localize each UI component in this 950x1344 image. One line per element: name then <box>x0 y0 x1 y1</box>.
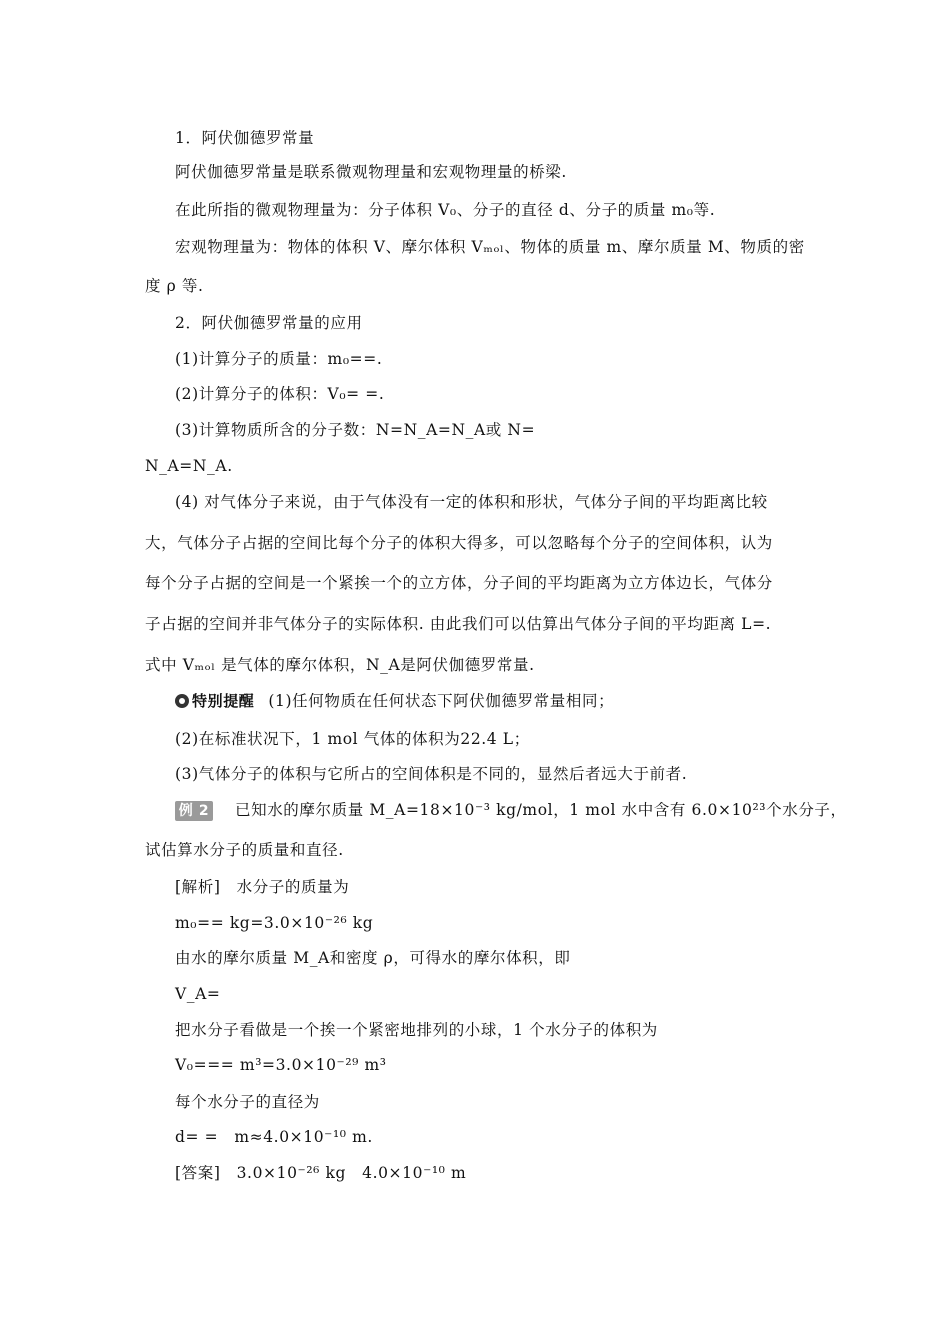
paragraph: 度 ρ 等. <box>145 277 204 295</box>
solution-line: V₀=== m³=3.0×10⁻²⁹ m³ <box>175 1056 387 1074</box>
example-question <box>175 799 847 821</box>
list-item: N_A=N_A. <box>145 457 233 475</box>
section2-heading: 2．阿伏伽德罗常量的应用 <box>175 314 363 332</box>
list-item: (2)计算分子的体积：V₀= =. <box>175 385 385 403</box>
paragraph-line: 每个分子占据的空间是一个紧挨一个的立方体，分子间的平均距离为立方体边长，气体分 <box>145 574 773 592</box>
tip-line: (2)在标准状况下，1 mol 气体的体积为22.4 L； <box>175 730 530 748</box>
paragraph-line: (4) 对气体分子来说，由于气体没有一定的体积和形状，气体分子间的平均距离比较 <box>175 493 768 511</box>
list-item: (3)计算物质所含的分子数：N=N_A=N_A或 N= <box>175 421 536 439</box>
tip-line: (1)任何物质在任何状态下阿伏伽德罗常量相同； <box>268 692 615 710</box>
solution-line: 由水的摩尔质量 M_A和密度 ρ，可得水的摩尔体积，即 <box>175 949 571 967</box>
solution-line: 把水分子看做是一个挨一个紧密地排列的小球，1 个水分子的体积为 <box>175 1021 658 1039</box>
section1-heading: 1．阿伏伽德罗常量 <box>175 129 315 147</box>
paragraph: 阿伏伽德罗常量是联系微观物理量和宏观物理量的桥梁. <box>175 163 567 181</box>
solution-line: 每个水分子的直径为 <box>175 1093 320 1111</box>
example-badge: 例 2 <box>175 801 213 821</box>
paragraph-line: 式中 Vₘₒₗ 是气体的摩尔体积，N_A是阿伏伽德罗常量. <box>145 656 535 674</box>
paragraph: 在此所指的微观物理量为：分子体积 V₀、分子的直径 d、分子的质量 m₀等. <box>175 201 716 219</box>
tip-label: 特别提醒 <box>192 692 255 710</box>
list-item: (1)计算分子的质量：m₀==. <box>175 350 383 368</box>
solution-line: [解析] 水分子的质量为 <box>175 878 350 896</box>
solution-line: V_A= <box>175 985 221 1003</box>
tip-line: (3)气体分子的体积与它所占的空间体积是不同的，显然后者远大于前者. <box>175 765 688 783</box>
answer-line: [答案] 3.0×10⁻²⁶ kg 4.0×10⁻¹⁰ m <box>175 1164 467 1182</box>
paragraph-line: 大，气体分子占据的空间比每个分子的体积大得多，可以忽略每个分子的空间体积，认为 <box>145 534 773 552</box>
paragraph: 宏观物理量为：物体的体积 V、摩尔体积 Vₘₒₗ、物体的质量 m、摩尔质量 M、物质的密 <box>175 238 805 256</box>
special-tip <box>175 690 614 712</box>
solution-line: m₀== kg=3.0×10⁻²⁶ kg <box>175 914 374 932</box>
solution-line: d= = m≈4.0×10⁻¹⁰ m. <box>175 1128 373 1146</box>
question-text: 试估算水分子的质量和直径. <box>145 841 344 859</box>
tip-icon <box>175 694 189 708</box>
question-text: 已知水的摩尔质量 M_A=18×10⁻³ kg/mol，1 mol 水中含有 6.0×10²³个水分子， <box>235 801 847 819</box>
paragraph-line: 子占据的空间并非气体分子的实际体积. 由此我们可以估算出气体分子间的平均距离 L=. <box>145 615 772 633</box>
